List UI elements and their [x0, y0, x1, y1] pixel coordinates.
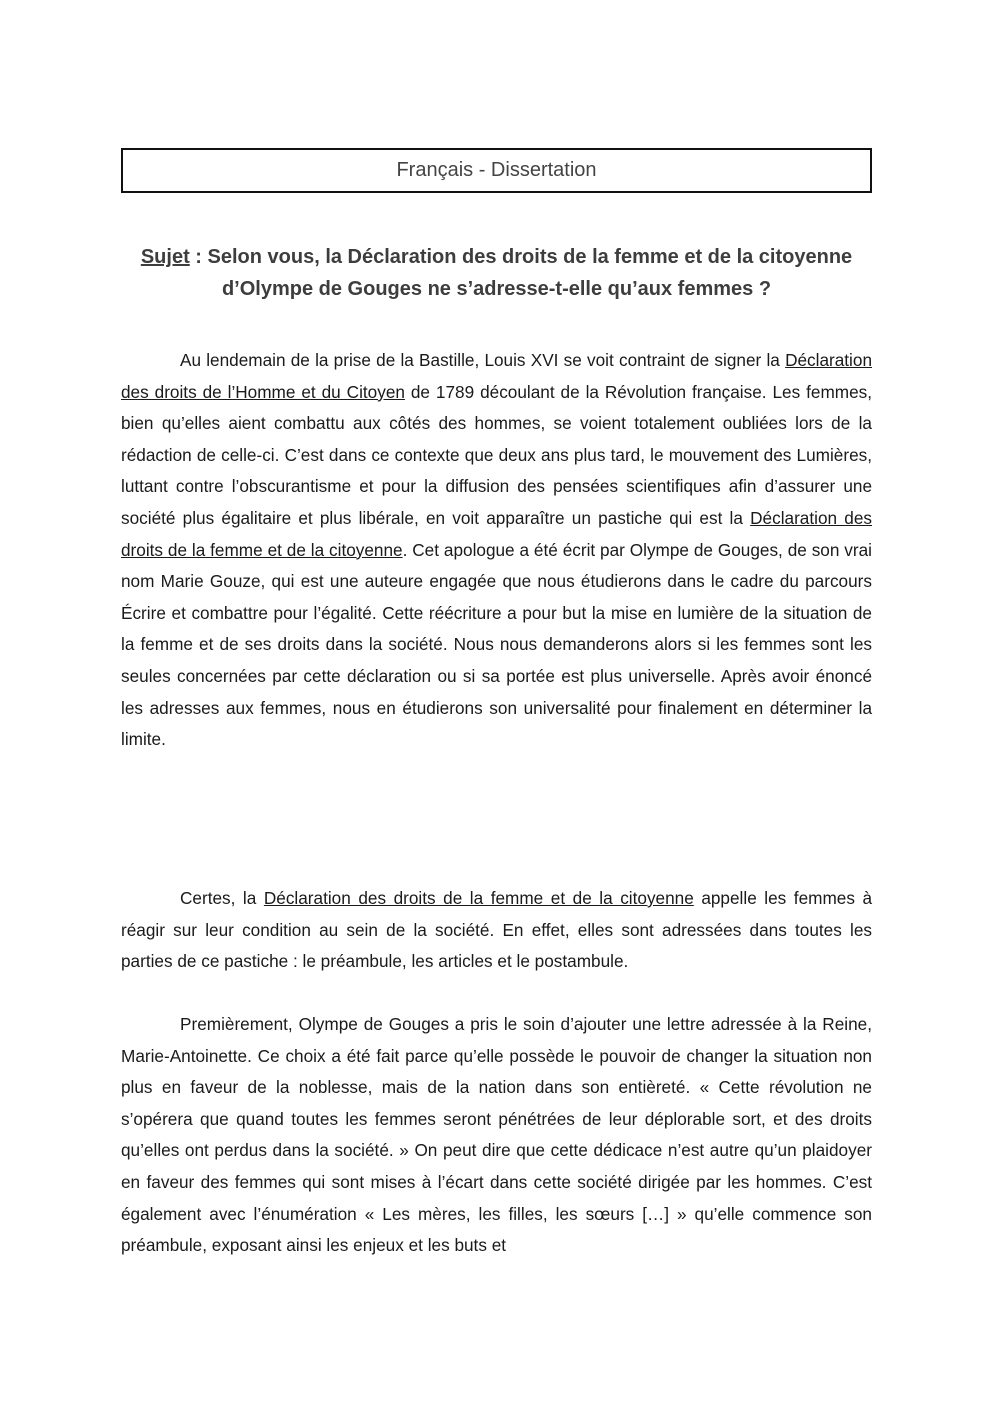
part1-text-2: appelle les femmes à réagir sur leur condition au sein de la société. En effet, elles sont adressées dans toutes les parties de ce pastiche : le préambule, les articles et le postambule. [121, 888, 873, 972]
subject-heading [121, 241, 872, 305]
intro-text-1: Au lendemain de la prise de la Bastille, Louis XVI se voit contraint de signer la [180, 350, 786, 370]
intro-reference-2: Déclaration des droits de la femme et de la citoyenne [121, 507, 872, 560]
intro-text-2: de 1789 découlant de la Révolution française. Les femmes, bien qu’elles aient combattu aux côtés des hommes, se voient totalement oubliées lors de la rédaction de celle-ci. C’est dans ce contexte que deux ans plus tard, le mouvement des Lumières, luttant contre l’obscurantisme et pour la diffusion des pensées scientifiques afin d’assurer une société plus égalitaire et plus libérale, en voit apparaître un pastiche qui est la [121, 381, 873, 528]
part1-paragraph [121, 883, 872, 978]
subject-text: Selon vous, la Déclaration des droits de la femme et de la citoyenne d’Olympe de Gouges ne s’adresse-t-elle qu’aux femmes ? [207, 246, 853, 300]
document-title-box [121, 148, 872, 193]
subject-separator: : [189, 246, 208, 268]
intro-paragraph [121, 345, 872, 756]
subject-label: Sujet [140, 246, 190, 268]
part1a-paragraph [121, 1009, 872, 1262]
part1-reference: Déclaration des droits de la femme et de la citoyenne [263, 888, 694, 908]
intro-text-3: . Cet apologue a été écrit par Olympe de Gouges, de son vrai nom Marie Gouze, qui est une auteure engagée que nous étudierons dans le cadre du parcours Écrire et combattre pour l’égalité. Cette réécriture a pour but la mise en lumière de la situation de la femme et de ses droits dans la société. Nous nous demanderons alors si les femmes sont les seules concernées par cette déclaration ou si sa portée est plus universelle. Après avoir énoncé les adresses aux femmes, nous en étudierons son universalité pour finalement en déterminer la limite. [121, 539, 872, 750]
document-title: Français - Dissertation [396, 159, 597, 181]
intro-reference-1: Déclaration des droits de l’Homme et du Citoyen [121, 350, 872, 402]
part1a-text: Premièrement, Olympe de Gouges a pris le soin d’ajouter une lettre adressée à la Reine, Marie-Antoinette. Ce choix a été fait parce qu’elle possède le pouvoir de changer la situation non plus en faveur de la noblesse, mais de la nation dans son entièreté. « Cette révolution ne s’opérera que quand toutes les femmes seront pénétrées de leur déplorable sort, et des droits qu’elles ont perdus dans la société. » On peut dire que cette dédicace n’est autre qu’un plaidoyer en faveur des femmes qui sont mises à l’écart dans cette société dirigée par les hommes. C’est également avec l’énumération « Les mères, les filles, les sœurs […] » qu’elle commence son préambule, exposant ainsi les enjeux et les buts et [121, 1014, 872, 1256]
part1-text-1: Certes, la [180, 888, 264, 908]
